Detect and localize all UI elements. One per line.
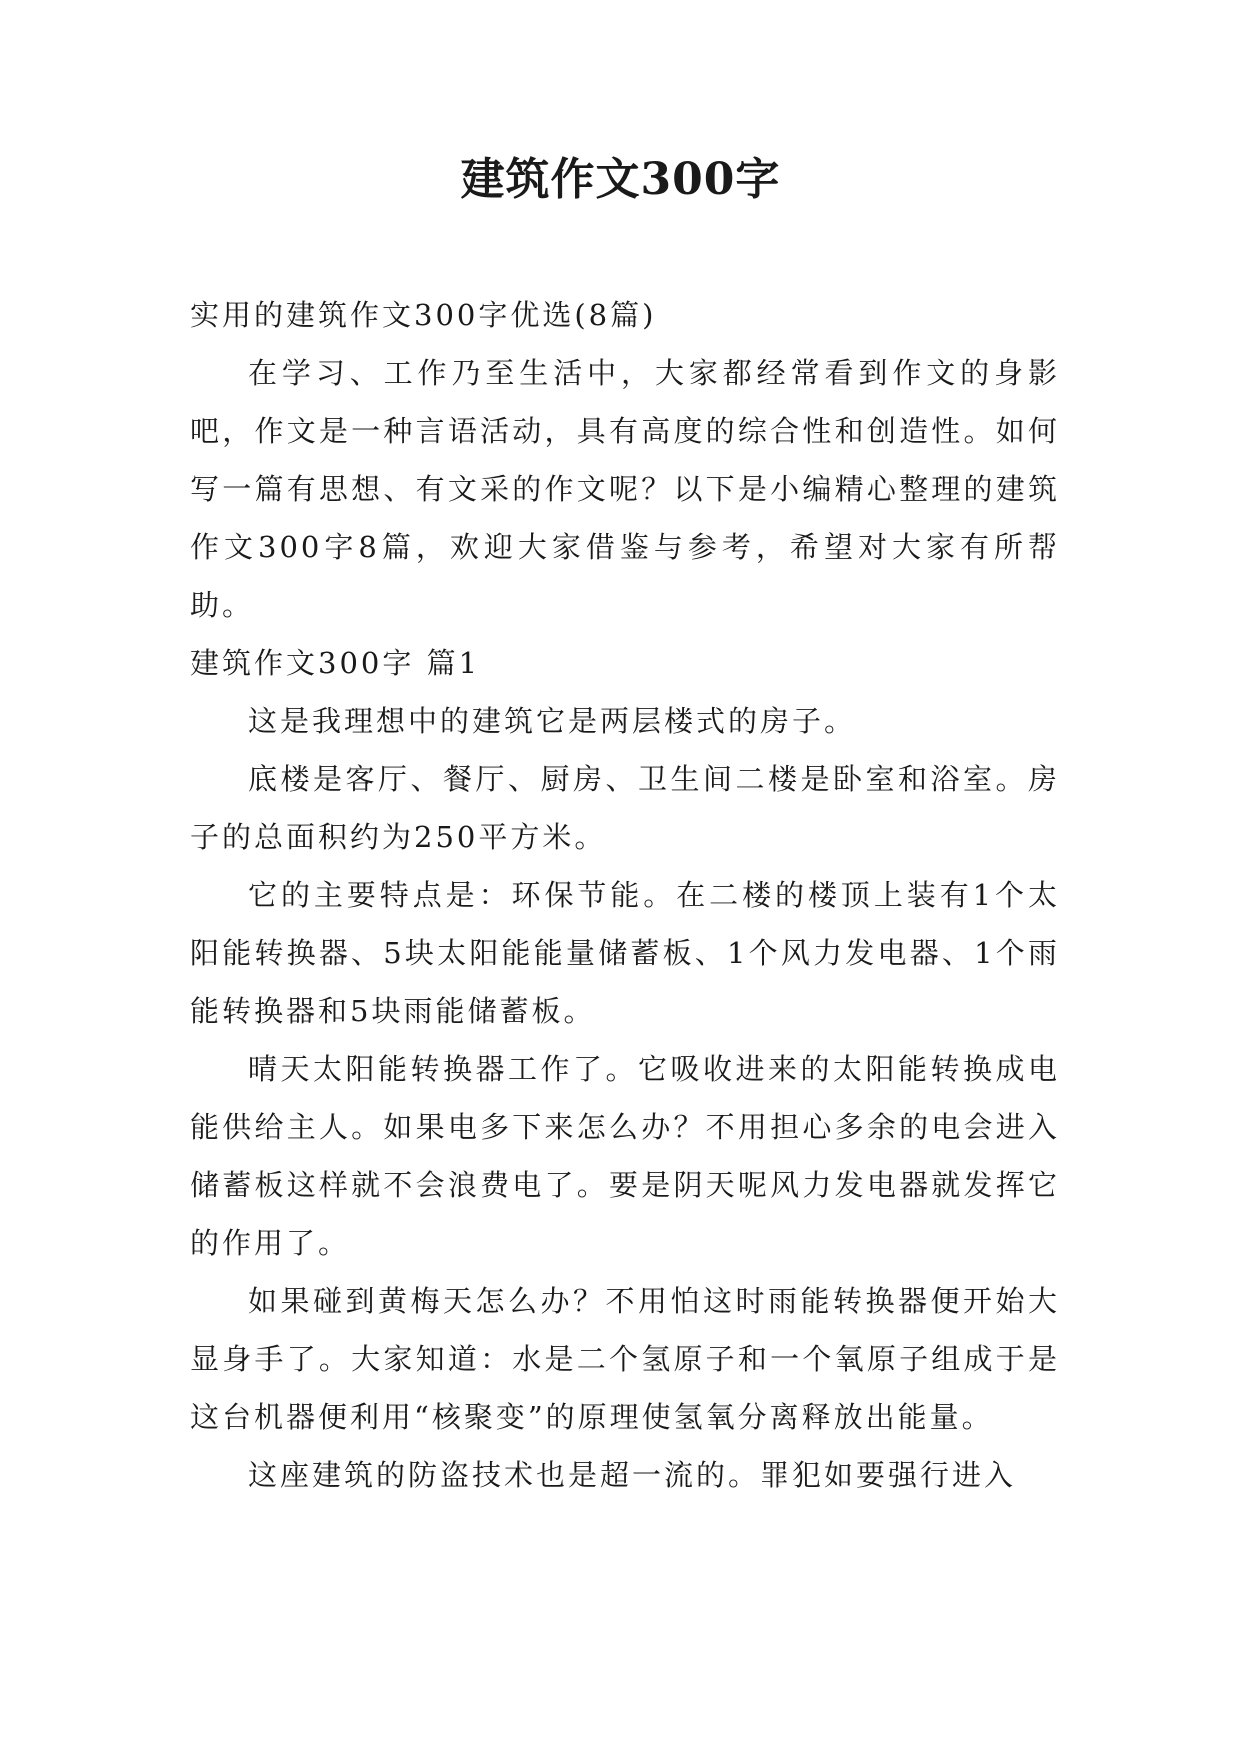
body-paragraph: 如果碰到黄梅天怎么办？不用怕这时雨能转换器便开始大显身手了。大家知道：水是二个氢原子和一个氧原子组成于是这台机器便利用“核聚变”的原理使氢氧分离释放出能量。 [190,1284,1060,1434]
body-paragraph: 这座建筑的防盗技术也是超一流的。罪犯如要强行进入 [248,1458,1017,1492]
body-paragraph: 这是我理想中的建筑它是两层楼式的房子。 [248,704,857,738]
body-paragraph: 底楼是客厅、餐厅、厨房、卫生间二楼是卧室和浴室。房子的总面积约为250平方米。 [190,762,1060,854]
section-heading: 建筑作文300字 篇1 [190,646,481,680]
document-body [190,286,1060,1504]
document-title: 建筑作文300字 [460,154,781,205]
document-subtitle: 实用的建筑作文300字优选(8篇) [190,298,657,332]
body-paragraph: 它的主要特点是：环保节能。在二楼的楼顶上装有1个太阳能转换器、5块太阳能能量储蓄板、1个风力发电器、1个雨能转换器和5块雨能储蓄板。 [190,878,1060,1028]
body-paragraph: 晴天太阳能转换器工作了。它吸收进来的太阳能转换成电能供给主人。如果电多下来怎么办？不用担心多余的电会进入储蓄板这样就不会浪费电了。要是阴天呢风力发电器就发挥它的作用了。 [190,1052,1060,1260]
intro-paragraph: 在学习、工作乃至生活中，大家都经常看到作文的身影吧，作文是一种言语活动，具有高度的综合性和创造性。如何写一篇有思想、有文采的作文呢？以下是小编精心整理的建筑作文300字8篇，欢迎大家借鉴与参考，希望对大家有所帮助。 [190,356,1060,622]
